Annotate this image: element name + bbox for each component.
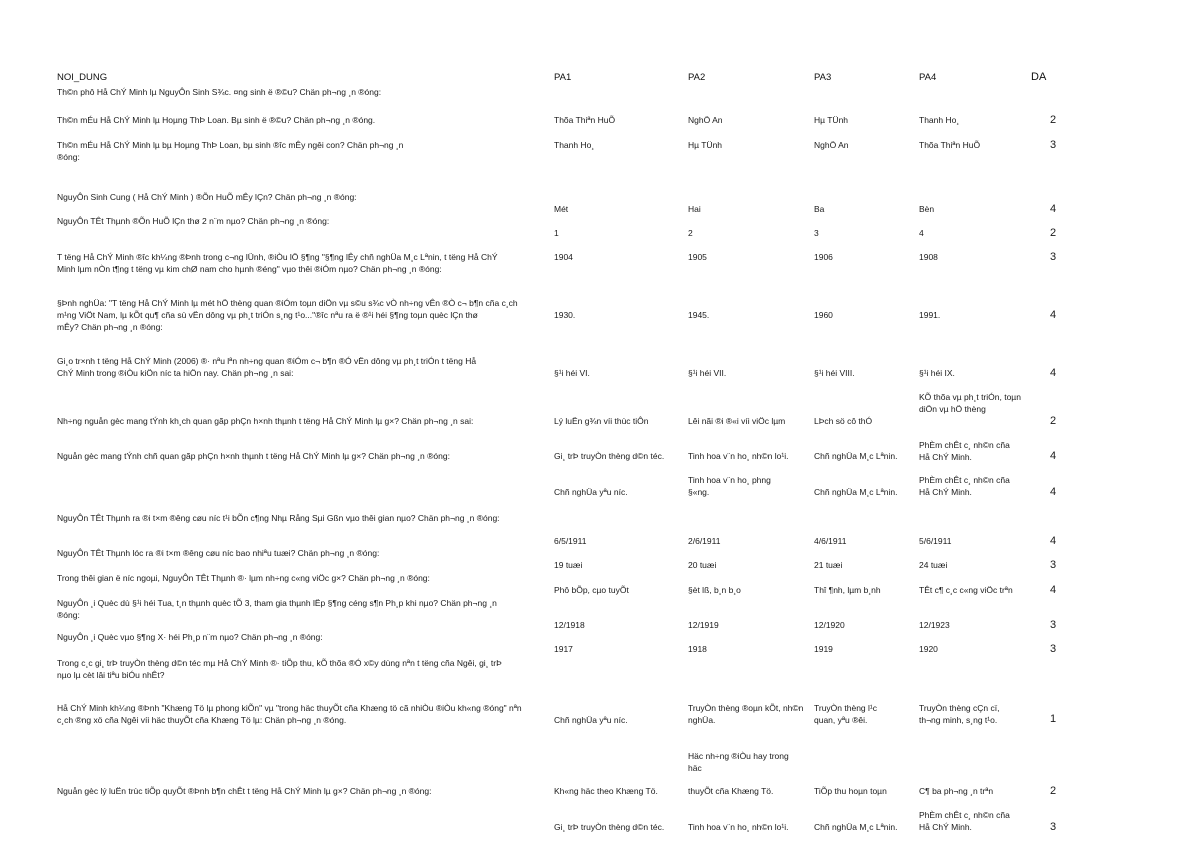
- answer-cell: 4: [1050, 584, 1057, 596]
- option-c-cell: Chñ nghÜa M¸c Lªnin.: [814, 487, 898, 497]
- option-a-cell: Thõa Thiªn HuÕ: [554, 115, 616, 125]
- question-cell: Trong c¸c gi¸ trÞ truyÒn thèng d©n téc mµ Hå ChÝ Minh ®· tiÕp thu, kÕ thõa ®Ó x©y dùng nªn t tëng cña Ngêi, gi¸ trÞ nµo lµ cèt lâi tiªu biÓu nhÊt?: [57, 658, 502, 680]
- question-cell: NguyÔn Sinh Cung ( Hå ChÝ Minh ) ®Õn HuÕ mÊy lÇn? Chän ph¬ng ¸n ®óng:: [57, 192, 357, 202]
- option-c-cell: Chñ nghÜa M¸c Lªnin.: [814, 822, 898, 832]
- answer-cell: 4: [1050, 309, 1057, 321]
- option-d-cell: PhÈm chÊt c¸ nh©n cña Hå ChÝ Minh.: [919, 810, 1010, 832]
- question-cell: NguyÔn TÊt Thµnh lóc ra ®i t×m ®êng cøu níc bao nhiªu tuæi? Chän ph¬ng ¸n ®óng:: [57, 548, 380, 558]
- option-b-cell: 2/6/1911: [688, 536, 721, 546]
- answer-cell: 3: [1050, 139, 1057, 151]
- header-da: DA: [1031, 71, 1047, 83]
- option-d-cell: Thanh Ho¸: [919, 115, 960, 125]
- option-a-cell: 1930.: [554, 310, 576, 320]
- option-d-cell: 1920: [919, 644, 938, 654]
- option-b-cell: Hµ TÜnh: [688, 140, 723, 150]
- question-cell: Gi¸o tr×nh t tëng Hå ChÝ Minh (2006) ®· nªu lªn nh÷ng quan ®iÓm c¬ b¶n ®Ó vËn dông vµ ph¸t triÓn t tëng Hå ChÝ Minh trong ®iÒu kiÖn níc ta hiÖn nay. Chän ph¬ng ¸n sai:: [57, 356, 477, 378]
- option-a-cell: 12/1918: [554, 620, 585, 630]
- option-a-cell: Kh«ng häc theo Khæng Tö.: [554, 786, 658, 796]
- answer-cell: 4: [1050, 535, 1057, 547]
- answer-cell: 3: [1050, 619, 1057, 631]
- option-c-cell: 3: [814, 228, 819, 238]
- question-cell: Nguån gèc mang tÝnh chñ quan gãp phÇn h×nh thµnh t tëng Hå ChÝ Minh lµ g×? Chän ph¬ng ¸n ®óng:: [57, 451, 450, 461]
- option-d-cell: §¹i héi IX.: [919, 368, 955, 378]
- option-c-cell: 4/6/1911: [814, 536, 847, 546]
- option-a-cell: §¹i héi VI.: [554, 368, 590, 378]
- option-d-cell: 5/6/1911: [919, 536, 952, 546]
- option-b-cell: Häc nh÷ng ®iÒu hay trong häc: [688, 751, 789, 773]
- option-b-cell: 1918: [688, 644, 707, 654]
- answer-cell: 4: [1050, 450, 1057, 462]
- answer-cell: 4: [1050, 486, 1057, 498]
- question-cell: T tëng Hå ChÝ Minh ®îc kh¼ng ®Þnh trong c¬ng lÜnh, ®iÒu lÖ §¶ng "§¶ng lÊy chñ nghÜa M¸c Lªnin, t tëng Hå ChÝ Minh lµm nÒn t¶ng t tëng vµ kim chØ nam cho hµnh ®éng" vµo thêi ®iÓm nµo? Chän ph¬ng ¸n ®óng:: [57, 252, 498, 274]
- option-a-cell: 19 tuæi: [554, 560, 583, 570]
- question-cell: NguyÔn ¸i Quèc vµo §¶ng X· héi Ph¸p n¨m nµo? Chän ph¬ng ¸n ®óng:: [57, 632, 323, 642]
- option-d-cell: Thõa Thiªn HuÕ: [919, 140, 981, 150]
- option-b-cell: thuyÕt cña Khæng Tö.: [688, 786, 774, 796]
- option-d-cell: KÕ thõa vµ ph¸t triÓn, toµn diÖn vµ hÖ thèng: [919, 392, 1021, 414]
- option-a-cell: Gi¸ trÞ truyÒn thèng d©n téc.: [554, 451, 665, 461]
- option-d-cell: 1908: [919, 252, 938, 262]
- answer-cell: 4: [1050, 203, 1057, 215]
- option-d-cell: 1991.: [919, 310, 941, 320]
- header-pa1: PA1: [554, 72, 572, 83]
- header-pa3: PA3: [814, 72, 832, 83]
- option-a-cell: 1917: [554, 644, 573, 654]
- answer-cell: 3: [1050, 559, 1057, 571]
- header-pa2: PA2: [688, 72, 706, 83]
- option-a-cell: Chñ nghÜa yªu níc.: [554, 487, 628, 497]
- option-a-cell: Mét: [554, 204, 569, 214]
- question-cell: Hå ChÝ Minh kh¼ng ®Þnh "Khæng Tö lµ phong kiÕn" vµ "trong häc thuyÕt cña Khæng tö cã nhiÒu ®iÒu kh«ng ®óng" nªn c¸ch ®ng xö cña Ngêi víi häc thuyÕt cña Khæng Tö lµ: Chän ph¬ng ¸n ®óng.: [57, 703, 522, 725]
- option-b-cell: Tinh hoa v¨n ho¸ phng §«ng.: [688, 475, 771, 497]
- question-cell: NguyÔn ¸i Quèc dù §¹i héi Tua, t¸n thµnh quèc tÕ 3, tham gia thµnh lËp §¶ng céng s¶n Ph¸p khi nµo? Chän ph¬ng ¸n ®óng:: [57, 598, 497, 620]
- option-c-cell: Thî ¶nh, lµm b¸nh: [814, 585, 881, 595]
- option-a-cell: Gi¸ trÞ truyÒn thèng d©n téc.: [554, 822, 665, 832]
- option-a-cell: Phô bÕp, cµo tuyÕt: [554, 585, 629, 595]
- option-c-cell: TiÕp thu hoµn toµn: [814, 786, 887, 796]
- question-cell: Th©n mÉu Hå ChÝ Minh lµ Hoµng ThÞ Loan. Bµ sinh ë ®©u? Chän ph¬ng ¸n ®óng.: [57, 115, 376, 125]
- question-cell: NguyÔn TÊt Thµnh ®Õn HuÕ lÇn thø 2 n¨m nµo? Chän ph¬ng ¸n ®óng:: [57, 216, 330, 226]
- answer-cell: 2: [1050, 415, 1057, 427]
- option-a-cell: Chñ nghÜa yªu níc.: [554, 715, 628, 725]
- option-d-cell: TruyÒn thèng cÇn cï, th¬ng minh, s¸ng t¹o.: [919, 703, 1000, 725]
- option-c-cell: TruyÒn thèng l¹c quan, yªu ®êi.: [814, 703, 877, 725]
- option-d-cell: Bèn: [919, 204, 935, 214]
- question-cell: NguyÔn TÊt Thµnh ra ®i t×m ®êng cøu níc t¹i bÕn c¶ng Nhµ Rång Sµi Gßn vµo thêi gian nµo? Chän ph¬ng ¸n ®óng:: [57, 513, 500, 523]
- option-a-cell: 1: [554, 228, 559, 238]
- answer-cell: 3: [1050, 251, 1057, 263]
- question-cell: Nguån gèc lý luËn trùc tiÕp quyÕt ®Þnh b¶n chÊt t tëng Hå ChÝ Minh lµ g×? Chän ph¬ng ¸n ®óng:: [57, 786, 432, 796]
- option-b-cell: 12/1919: [688, 620, 719, 630]
- question-cell: Th©n mÉu Hå ChÝ Minh lµ bµ Hoµng ThÞ Loan, bµ sinh ®îc mÊy ngêi con? Chän ph¬ng ¸n ®óng:: [57, 140, 404, 162]
- option-b-cell: 20 tuæi: [688, 560, 717, 570]
- option-c-cell: Hµ TÜnh: [814, 115, 849, 125]
- option-c-cell: §¹i héi VIII.: [814, 368, 855, 378]
- option-b-cell: Tinh hoa v¨n ho¸ nh©n lo¹i.: [688, 451, 789, 461]
- option-b-cell: Lêi nãi ®i ®«i víi viÖc lµm: [688, 416, 786, 426]
- answer-cell: 2: [1050, 114, 1057, 126]
- option-a-cell: 1904: [554, 252, 573, 262]
- option-b-cell: TruyÒn thèng ®oµn kÕt, nh©n nghÜa.: [688, 703, 804, 725]
- option-b-cell: §èt lß, b¸n b¸o: [688, 585, 741, 595]
- option-b-cell: §¹i héi VII.: [688, 368, 727, 378]
- header-noi-dung: NOI_DUNG: [57, 72, 108, 83]
- option-d-cell: C¶ ba ph¬ng ¸n trªn: [919, 786, 994, 796]
- option-c-cell: 1919: [814, 644, 833, 654]
- option-b-cell: Tinh hoa v¨n ho¸ nh©n lo¹i.: [688, 822, 789, 832]
- option-c-cell: Chñ nghÜa M¸c Lªnin.: [814, 451, 898, 461]
- option-d-cell: PhÈm chÊt c¸ nh©n cña Hå ChÝ Minh.: [919, 475, 1010, 497]
- answer-cell: 2: [1050, 785, 1057, 797]
- question-cell: §Þnh nghÜa: "T tëng Hå ChÝ Minh lµ mét hÖ thèng quan ®iÓm toµn diÖn vµ s©u s¾c vÒ nh÷ng vÊn ®Ò c¬ b¶n cña c¸ch m¹ng ViÖt Nam, lµ kÕt qu¶ cña sù vËn dông vµ ph¸t triÓn s¸ng t¹o..."®îc nªu ra ë ®¹i héi §¶ng toµn quèc lÇn thø mÊy? Chän ph¬ng ¸n ®óng:: [57, 298, 518, 332]
- option-b-cell: Hai: [688, 204, 701, 214]
- question-cell: Trong thêi gian ë níc ngoµi, NguyÔn TÊt Thµnh ®· lµm nh÷ng c«ng viÖc g×? Chän ph¬ng ¸n ®óng:: [57, 573, 430, 583]
- option-d-cell: PhÈm chÊt c¸ nh©n cña Hå ChÝ Minh.: [919, 440, 1010, 462]
- option-a-cell: 6/5/1911: [554, 536, 587, 546]
- option-a-cell: Lý luËn g¾n víi thùc tiÔn: [554, 416, 649, 426]
- option-c-cell: NghÖ An: [814, 140, 849, 150]
- option-b-cell: 2: [688, 228, 693, 238]
- option-a-cell: Thanh Ho¸: [554, 140, 595, 150]
- question-cell: Nh÷ng nguån gèc mang tÝnh kh¸ch quan gãp phÇn h×nh thµnh t tëng Hå ChÝ Minh lµ g×? Chän ph¬ng ¸n sai:: [57, 416, 474, 426]
- option-b-cell: 1945.: [688, 310, 710, 320]
- question-cell: Th©n phô Hå ChÝ Minh lµ NguyÔn Sinh S¾c. ¤ng sinh ë ®©u? Chän ph¬ng ¸n ®óng:: [57, 87, 382, 97]
- header-pa4: PA4: [919, 72, 937, 83]
- answer-cell: 4: [1050, 367, 1057, 379]
- option-c-cell: 12/1920: [814, 620, 845, 630]
- option-c-cell: 1906: [814, 252, 833, 262]
- option-c-cell: Ba: [814, 204, 825, 214]
- option-c-cell: 1960: [814, 310, 833, 320]
- option-c-cell: LÞch sö cô thÓ: [814, 416, 873, 426]
- option-b-cell: 1905: [688, 252, 707, 262]
- answer-cell: 3: [1050, 821, 1057, 833]
- answer-cell: 2: [1050, 227, 1057, 239]
- option-c-cell: 21 tuæi: [814, 560, 843, 570]
- answer-cell: 1: [1050, 713, 1057, 725]
- option-d-cell: TÊt c¶ c¸c c«ng viÖc trªn: [919, 585, 1013, 595]
- option-d-cell: 24 tuæi: [919, 560, 948, 570]
- option-b-cell: NghÖ An: [688, 115, 723, 125]
- option-d-cell: 12/1923: [919, 620, 950, 630]
- answer-cell: 3: [1050, 643, 1057, 655]
- option-d-cell: 4: [919, 228, 924, 238]
